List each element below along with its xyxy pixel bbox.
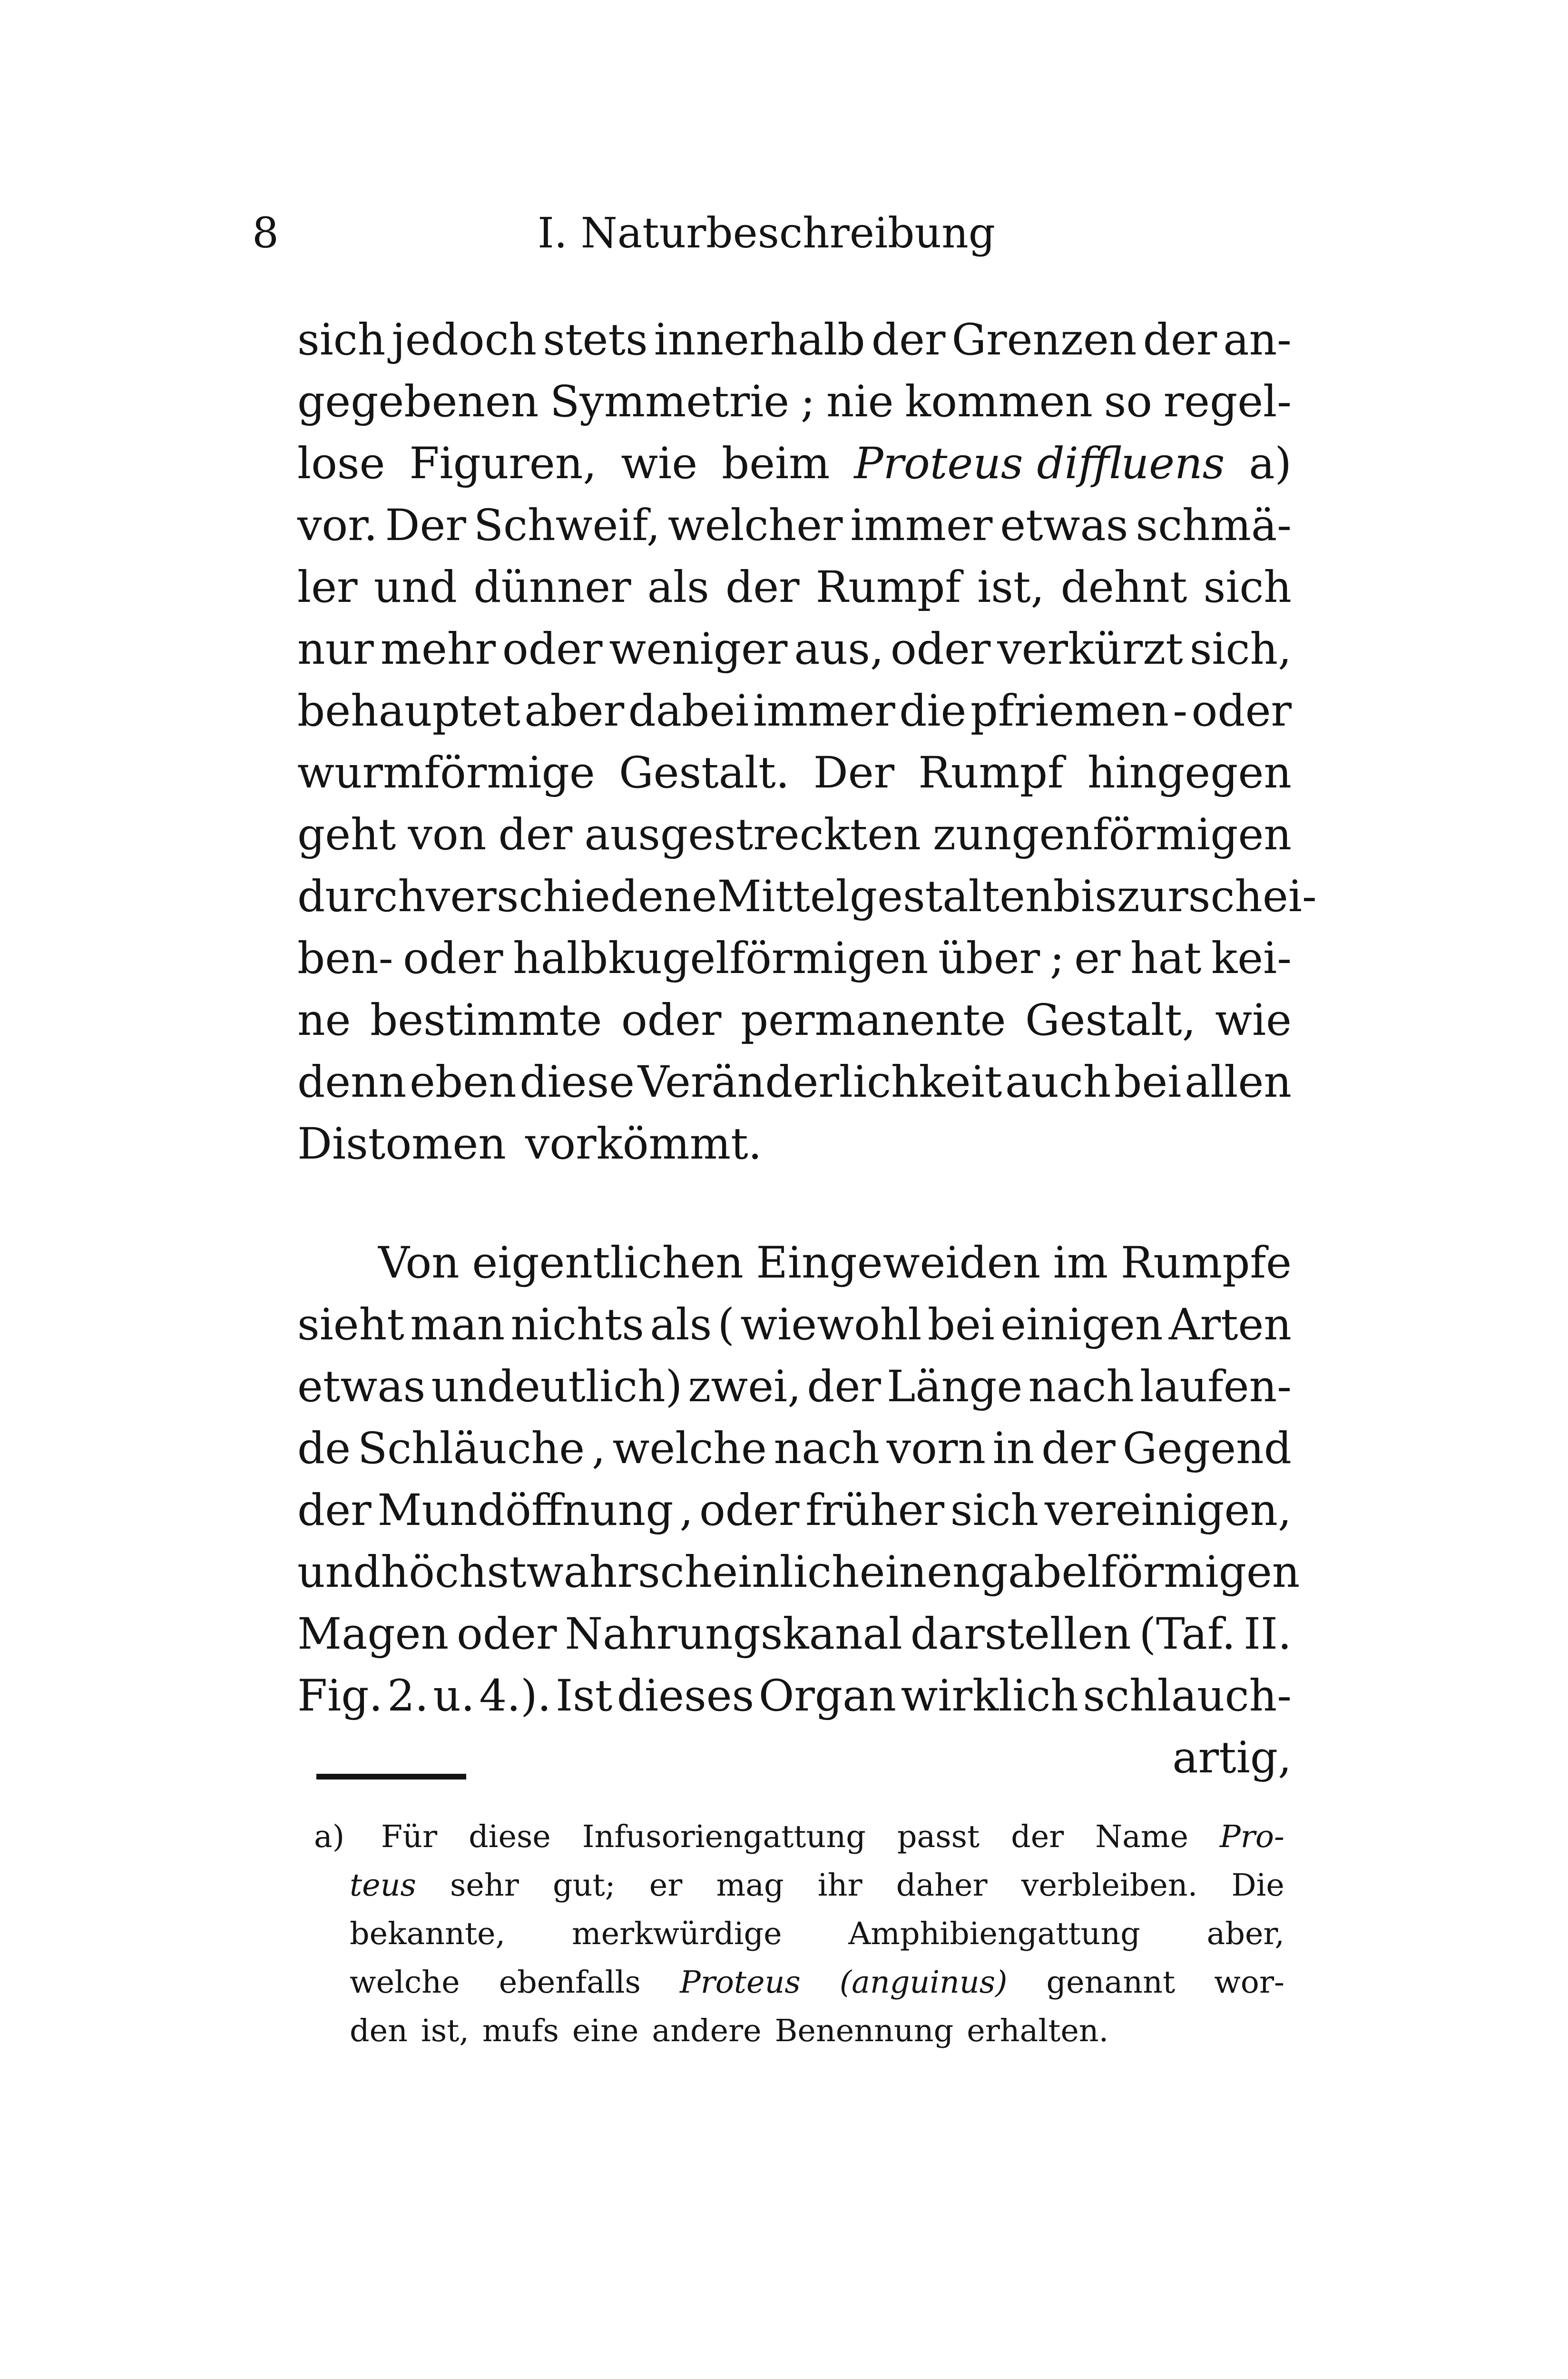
- word: mehr: [380, 624, 496, 674]
- word: in: [992, 1424, 1035, 1474]
- italic-species-name: Proteus diffluens: [854, 439, 1225, 489]
- word: wirklich: [901, 1671, 1078, 1721]
- text-line: [297, 1356, 1292, 1418]
- word: regel-: [1163, 377, 1292, 427]
- word: mag: [716, 1868, 784, 1903]
- word: oder: [403, 934, 503, 983]
- word: einigen: [1000, 1300, 1163, 1350]
- word: dieses: [617, 1671, 755, 1721]
- word: passt: [897, 1819, 980, 1855]
- text-line: [297, 742, 1292, 804]
- word: Gegend: [1122, 1424, 1292, 1474]
- word: ben-: [297, 934, 393, 983]
- word: zur: [1117, 872, 1188, 922]
- page-number: 8: [252, 208, 279, 257]
- word: bis: [1053, 872, 1117, 922]
- word: behauptet: [297, 686, 520, 736]
- word: aber: [524, 686, 625, 736]
- word: eben: [410, 1057, 517, 1107]
- word: immer: [850, 501, 993, 551]
- word: an-: [1223, 315, 1292, 365]
- word: wahrscheinlich: [526, 1547, 860, 1597]
- word: daher: [896, 1868, 988, 1903]
- word: nichts: [510, 1300, 644, 1350]
- word: ;: [800, 377, 815, 427]
- word: vor.: [297, 501, 378, 551]
- word: im: [1053, 1238, 1108, 1288]
- word: der: [807, 1362, 881, 1412]
- word: Nahrungskanal: [565, 1609, 902, 1659]
- text-line: [297, 804, 1292, 866]
- catchword: artig,: [1172, 1733, 1292, 1783]
- word: genannt: [1046, 1965, 1176, 2000]
- word: verkürzt: [997, 624, 1183, 674]
- word: mufs: [482, 2013, 559, 2049]
- word: aber,: [1206, 1916, 1284, 1952]
- word: Für: [381, 1819, 438, 1855]
- word: wiewohl: [740, 1300, 922, 1350]
- word: und: [373, 562, 458, 612]
- word: wurmförmige: [297, 748, 595, 798]
- word: ne: [297, 995, 351, 1045]
- word: Distomen: [297, 1119, 506, 1169]
- word: Der: [813, 748, 895, 798]
- word: vereinigen,: [1044, 1485, 1292, 1535]
- footnote-line: [350, 1958, 1284, 2007]
- text-line: [297, 433, 1292, 495]
- word: oder: [621, 995, 722, 1045]
- word: Schweif,: [473, 501, 660, 551]
- footnote-line: [350, 1861, 1284, 1910]
- word: Schläuche: [357, 1424, 585, 1474]
- text-line: [297, 928, 1292, 990]
- word: man: [410, 1300, 505, 1350]
- word: ,: [591, 1424, 606, 1474]
- word: Ist: [556, 1671, 613, 1721]
- word: bei: [1114, 1057, 1182, 1107]
- word: u.: [433, 1671, 475, 1721]
- word: als: [647, 562, 709, 612]
- word: und: [297, 1547, 381, 1597]
- word: -: [1173, 686, 1188, 736]
- word: oder: [457, 1609, 557, 1659]
- word: stets: [543, 315, 648, 365]
- word: denn: [297, 1057, 407, 1107]
- word: ihr: [817, 1868, 862, 1903]
- text-line: [297, 1294, 1292, 1356]
- word: Rumpfe: [1120, 1238, 1292, 1288]
- paragraph-1: [297, 309, 1317, 1175]
- word: sich: [297, 315, 386, 365]
- text-line: [297, 1665, 1292, 1727]
- text-line: [297, 990, 1292, 1052]
- italic-word: (anguinus): [839, 1965, 1008, 2000]
- word: sich: [1203, 562, 1292, 612]
- word: diese: [469, 1819, 551, 1855]
- word: Arten: [1168, 1300, 1292, 1350]
- word: sehr: [450, 1868, 519, 1903]
- word: ,: [679, 1485, 694, 1535]
- word: permanente: [740, 995, 1006, 1045]
- word: Fig.: [297, 1671, 383, 1721]
- word: eine: [572, 2013, 639, 2049]
- word: der: [1011, 1819, 1064, 1855]
- footnote: [314, 1813, 1284, 2055]
- word: Grenzen: [951, 315, 1137, 365]
- word: bei: [927, 1300, 995, 1350]
- word: eigentlichen: [472, 1238, 744, 1288]
- text-line: [297, 371, 1292, 433]
- word: der: [1041, 1424, 1116, 1474]
- word: Organ: [758, 1671, 896, 1721]
- paragraph-gap: [297, 1175, 1292, 1232]
- text-line: [297, 1113, 1292, 1175]
- word: welcher: [667, 501, 843, 551]
- word: nach: [774, 1424, 880, 1474]
- word: der: [871, 315, 946, 365]
- word: aus,: [794, 624, 884, 674]
- word: ist,: [977, 562, 1045, 612]
- word: ler: [297, 562, 358, 612]
- word: diese: [519, 1057, 635, 1107]
- word: Benennung: [774, 2013, 954, 2049]
- word: kei-: [1211, 934, 1292, 983]
- word: (Taf.: [1139, 1609, 1236, 1659]
- word: nie: [826, 377, 894, 427]
- body-text: [297, 309, 1317, 1789]
- word: sich: [950, 1485, 1039, 1535]
- word: sich,: [1189, 624, 1292, 674]
- word: nur: [297, 624, 374, 674]
- italic-word: Proteus: [679, 1965, 801, 2000]
- word: dabei: [628, 686, 749, 736]
- word: Mundöffnung: [377, 1485, 674, 1535]
- italic-word: teus: [350, 1868, 416, 1903]
- catchword-line: [297, 1727, 1292, 1789]
- word: schlauch-: [1083, 1671, 1292, 1721]
- footnote-line: [350, 2007, 1284, 2055]
- word: früher: [805, 1485, 944, 1535]
- word: hingegen: [1087, 748, 1292, 798]
- text-line: [297, 495, 1292, 557]
- word: immer: [753, 686, 895, 736]
- text-line: [297, 1603, 1292, 1665]
- word: hat: [1130, 934, 1202, 983]
- word: bestimmte: [370, 995, 602, 1045]
- word: Name: [1095, 1819, 1189, 1855]
- word: gegebenen: [297, 377, 539, 427]
- word: gut;: [553, 1868, 616, 1903]
- word: andere: [652, 2013, 762, 2049]
- word: zungenförmigen: [933, 810, 1292, 860]
- word: schmä-: [1136, 501, 1292, 551]
- running-header: I. Naturbeschreibung: [538, 208, 996, 257]
- word: dünner: [473, 562, 631, 612]
- word: zwei,: [688, 1362, 802, 1412]
- word: Figuren,: [409, 439, 597, 489]
- footnote-marker: a): [314, 1819, 345, 1855]
- word: Symmetrie: [549, 377, 790, 427]
- word: wie: [621, 439, 698, 489]
- word: der: [297, 1485, 372, 1535]
- text-line: [297, 1542, 1300, 1603]
- word: ausgestreckten: [584, 810, 921, 860]
- word: lose: [297, 439, 385, 489]
- word: pfriemen: [970, 686, 1169, 736]
- paragraph-2: [297, 1232, 1300, 1727]
- word: einen: [859, 1547, 980, 1597]
- word: der: [1143, 315, 1217, 365]
- word: allen: [1185, 1057, 1292, 1107]
- footnote-line: [350, 1910, 1284, 1958]
- word: ist,: [421, 2013, 469, 2049]
- word: über: [938, 934, 1040, 983]
- word: durch: [297, 872, 426, 922]
- word: Gestalt.: [618, 748, 790, 798]
- word: vorkömmt.: [525, 1119, 762, 1169]
- word: II.: [1244, 1609, 1292, 1659]
- text-line: [297, 680, 1292, 742]
- word: Eingeweiden: [756, 1238, 1041, 1288]
- word: oder: [502, 624, 603, 674]
- text-line: [297, 557, 1292, 619]
- word: er: [649, 1868, 683, 1903]
- word: der: [498, 810, 573, 860]
- word: darstellen: [910, 1609, 1131, 1659]
- word: merkwürdige: [571, 1916, 782, 1952]
- word: welche: [612, 1424, 767, 1474]
- italic-word: Pro-: [1220, 1819, 1284, 1855]
- word: Rumpf: [918, 748, 1064, 798]
- word: schei-: [1188, 872, 1317, 922]
- word: Infusoriengattung: [582, 1819, 866, 1855]
- word: Veränderlichkeit: [637, 1057, 1002, 1107]
- word: 4.).: [479, 1671, 551, 1721]
- word: 2.: [387, 1671, 429, 1721]
- word: beim: [721, 439, 830, 489]
- word: wie: [1215, 995, 1292, 1045]
- word: Amphibiengattung: [848, 1916, 1140, 1952]
- word: jedoch: [392, 315, 537, 365]
- word: Gestalt,: [1025, 995, 1196, 1045]
- word: sieht: [297, 1300, 404, 1350]
- word: oder: [890, 624, 991, 674]
- word: kommen: [905, 377, 1093, 427]
- text-line: [297, 1480, 1292, 1542]
- word: undeutlich): [431, 1362, 683, 1412]
- text-line: [297, 1052, 1292, 1113]
- word: Von: [378, 1238, 460, 1288]
- footnote-reference: a): [1249, 439, 1292, 489]
- word: laufen-: [1140, 1362, 1292, 1412]
- word: ebenfalls: [499, 1965, 641, 2000]
- text-line: [297, 619, 1292, 680]
- word: Mittelgestalten: [717, 872, 1053, 922]
- word: dehnt: [1060, 562, 1187, 612]
- word: von: [408, 810, 487, 860]
- word: Die: [1231, 1868, 1284, 1903]
- text-line: [297, 1418, 1292, 1480]
- word: ;: [1049, 934, 1065, 983]
- word: Magen: [297, 1609, 449, 1659]
- word: (: [717, 1300, 735, 1350]
- text-line: [297, 866, 1317, 928]
- word: nach: [1028, 1362, 1134, 1412]
- word: Rumpf: [815, 562, 961, 612]
- footnote-rule: [316, 1774, 466, 1779]
- word: die: [899, 686, 967, 736]
- word: Länge: [886, 1362, 1023, 1412]
- word: geht: [297, 810, 396, 860]
- word: der: [725, 562, 800, 612]
- word: verschiedene: [425, 872, 717, 922]
- word: auch: [1005, 1057, 1111, 1107]
- word: höchst: [381, 1547, 527, 1597]
- text-line: [297, 309, 1292, 371]
- word: halbkugelförmigen: [513, 934, 929, 983]
- footnote-line: [314, 1813, 1284, 1861]
- word: welche: [350, 1965, 460, 2000]
- word: gabelförmigen: [980, 1547, 1300, 1597]
- word: oder: [699, 1485, 800, 1535]
- word: etwas: [297, 1362, 426, 1412]
- word: er: [1074, 934, 1121, 983]
- word: oder: [1191, 686, 1292, 736]
- word: wor-: [1214, 1965, 1284, 2000]
- word: innerhalb: [654, 315, 865, 365]
- word: vorn: [886, 1424, 986, 1474]
- word: bekannte,: [350, 1916, 506, 1952]
- word: als: [650, 1300, 712, 1350]
- word: verbleiben.: [1021, 1868, 1198, 1903]
- word: den: [350, 2013, 408, 2049]
- word: so: [1104, 377, 1153, 427]
- word: Der: [385, 501, 466, 551]
- word: erhalten.: [967, 2013, 1109, 2049]
- word: de: [297, 1424, 351, 1474]
- text-line: [297, 1232, 1292, 1294]
- word: weniger: [609, 624, 788, 674]
- word: etwas: [1000, 501, 1128, 551]
